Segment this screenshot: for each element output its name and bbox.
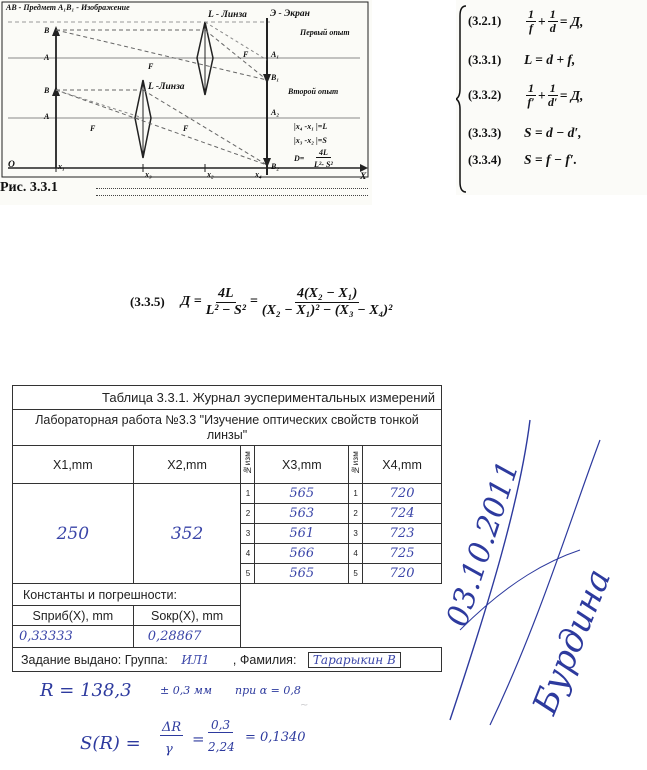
focus-label-4: F: [183, 124, 189, 133]
lens-label-top: L - Линза: [208, 10, 247, 20]
group-value: ИЛ1: [181, 652, 210, 667]
constants-label: Константы и погрешности:: [13, 584, 241, 606]
figure-legend: AB - Предмет A₁B₁ - Изображение: [6, 3, 130, 12]
s-okr-label: Sокр(X), mm: [133, 606, 241, 626]
x4-cell: 724: [363, 504, 442, 524]
result-condition: при α = 0,8: [235, 684, 301, 697]
error-den: γ: [165, 742, 173, 757]
error-lhs: S(R) =: [80, 733, 141, 754]
formula-number: (3.3.4): [468, 152, 502, 167]
assignment-label: Задание выдано: Группа:: [21, 652, 168, 667]
equation-d-den: L²- S²: [314, 160, 333, 169]
header-n2: №изм: [351, 451, 361, 475]
table-row: [13, 484, 442, 504]
s-okr-value: 0,28867: [133, 626, 241, 648]
header-n1: №изм: [243, 451, 253, 475]
plus: +: [538, 13, 546, 29]
x4-cell: 720: [363, 564, 442, 584]
header-x1: X1,mm: [13, 446, 134, 484]
x2-label: x₂: [207, 170, 214, 179]
surname-label: , Фамилия:: [232, 652, 297, 667]
formula-rhs: = Д,: [559, 13, 584, 29]
focus-label-1: F: [148, 62, 154, 71]
brace-icon: [456, 4, 468, 194]
signature: Бурдина: [525, 563, 620, 720]
figure-caption: Рис. 3.3.1: [0, 180, 58, 195]
row-number: 1: [349, 484, 363, 504]
row-number: 2: [349, 504, 363, 524]
measurement-table: [12, 385, 442, 672]
error-result: = 0,1340: [245, 730, 306, 745]
x4-cell: 723: [363, 524, 442, 544]
row-number: 4: [349, 544, 363, 564]
plus: +: [538, 87, 546, 103]
formula-row-332: [468, 82, 583, 109]
formula-system: [456, 0, 647, 195]
equation-s: |x₃ -x₂ |=S: [294, 136, 327, 145]
formula-335: [130, 277, 490, 327]
x3-cell: 565: [255, 484, 349, 504]
formula-text: L = d + f,: [524, 52, 576, 67]
x2-value: 352: [133, 484, 241, 584]
surname-value: Тарарыкин В: [308, 652, 401, 668]
frac-num: 1: [549, 7, 556, 21]
error-eq: =: [192, 730, 205, 748]
frac-num: 1: [549, 81, 556, 95]
optics-figure: [0, 0, 372, 205]
row-number: 2: [241, 504, 255, 524]
second-experiment-label: Второй опыт: [288, 87, 339, 96]
lens-label-second: L -Линза: [148, 82, 185, 92]
frac-den: d′: [548, 95, 558, 109]
formula-lhs: Д =: [180, 294, 202, 309]
table-subtitle: Лабораторная работа №3.3 "Изучение оптических свойств тонкой линзы": [13, 410, 442, 446]
signature-strokes: [430, 380, 630, 740]
result-pm: ± 0,3 мм: [160, 684, 212, 697]
formula-number: (3.3.5): [130, 294, 165, 309]
frac-den: f: [529, 21, 533, 35]
screen-label: Э - Экран: [270, 9, 310, 19]
focus-label-2: F: [243, 50, 249, 59]
equation-d-num: 4L: [316, 148, 331, 158]
formula-number: (3.3.1): [468, 52, 502, 67]
x1-label: x₁: [58, 162, 65, 171]
row-number: 3: [349, 524, 363, 544]
x3-cell: 563: [255, 504, 349, 524]
x1-value: 250: [13, 484, 134, 584]
formula-row-331: [468, 52, 575, 68]
x3-cell: 566: [255, 544, 349, 564]
frac-den: f′: [527, 95, 535, 109]
header-x4: X4,mm: [363, 446, 442, 484]
point-b-bottom: B: [44, 86, 50, 95]
equation-d-left: D=: [294, 154, 305, 163]
x4-cell: 720: [363, 484, 442, 504]
error-num2: 0,3: [208, 718, 233, 733]
point-a-bottom: A: [44, 112, 50, 121]
point-a2: A₂: [271, 108, 280, 117]
error-num: ΔR: [162, 720, 182, 735]
frac1-den: L² − S²: [205, 302, 246, 318]
point-b1: B₁: [271, 73, 280, 82]
row-number: 4: [241, 544, 255, 564]
formula-number: (3.3.2): [468, 88, 502, 102]
equals: =: [249, 294, 258, 309]
frac-den: d: [549, 21, 556, 35]
x4-label: x₄: [255, 170, 262, 179]
origin-label: O: [8, 160, 15, 170]
pencil-mark: ~: [300, 700, 309, 711]
frac2-den: (X₂ − X₁)² − (X₃ − X₄)²: [261, 302, 393, 318]
error-den2: 2,24: [208, 740, 235, 754]
frac2-num: 4(X₂ − X₁): [296, 285, 358, 301]
result-r: R = 138,3: [40, 680, 132, 701]
assignment-row: [13, 648, 442, 672]
focus-label-3: F: [90, 124, 96, 133]
header-x3: X3,mm: [255, 446, 349, 484]
header-x2: X2,mm: [133, 446, 241, 484]
first-experiment-label: Первый опыт: [300, 28, 350, 37]
frac-num: 1: [528, 7, 534, 21]
formula-text: S = d − d′,: [524, 125, 582, 140]
s-prib-value: 0,33333: [13, 626, 134, 648]
equation-l: |x₄ -x₁ |=L: [294, 122, 328, 131]
formula-text: S = f − f′.: [524, 152, 578, 167]
row-number: 5: [241, 564, 255, 584]
frac-num: 1: [528, 81, 534, 95]
point-b2: B₂: [271, 162, 280, 171]
s-prib-label: Sприб(X), mm: [13, 606, 134, 626]
row-number: 3: [241, 524, 255, 544]
date-handwritten: 03.10.2011: [440, 456, 527, 631]
point-b-top: B: [44, 26, 50, 35]
caption-decoration: [96, 188, 368, 196]
x-axis-label: X: [360, 172, 367, 182]
measurement-table-wrap: [12, 385, 442, 672]
x3-cell: 561: [255, 524, 349, 544]
row-number: 5: [349, 564, 363, 584]
point-a1: A₁: [271, 50, 280, 59]
formula-number: (3.3.3): [468, 125, 502, 140]
frac1-num: 4L: [218, 285, 234, 301]
table-title: Таблица 3.3.1. Журнал эуспериментальных измерений: [13, 386, 442, 410]
row-number: 1: [241, 484, 255, 504]
formula-row-334: [468, 152, 577, 168]
x4-cell: 725: [363, 544, 442, 564]
formula-rhs: = Д,: [559, 87, 584, 103]
x3-cell: 565: [255, 564, 349, 584]
x3-label: x₃: [145, 170, 152, 179]
formula-row-333: [468, 125, 582, 141]
formula-number: (3.2.1): [468, 14, 502, 28]
formula-row-321: [468, 8, 583, 35]
point-a-top: A: [44, 53, 50, 62]
